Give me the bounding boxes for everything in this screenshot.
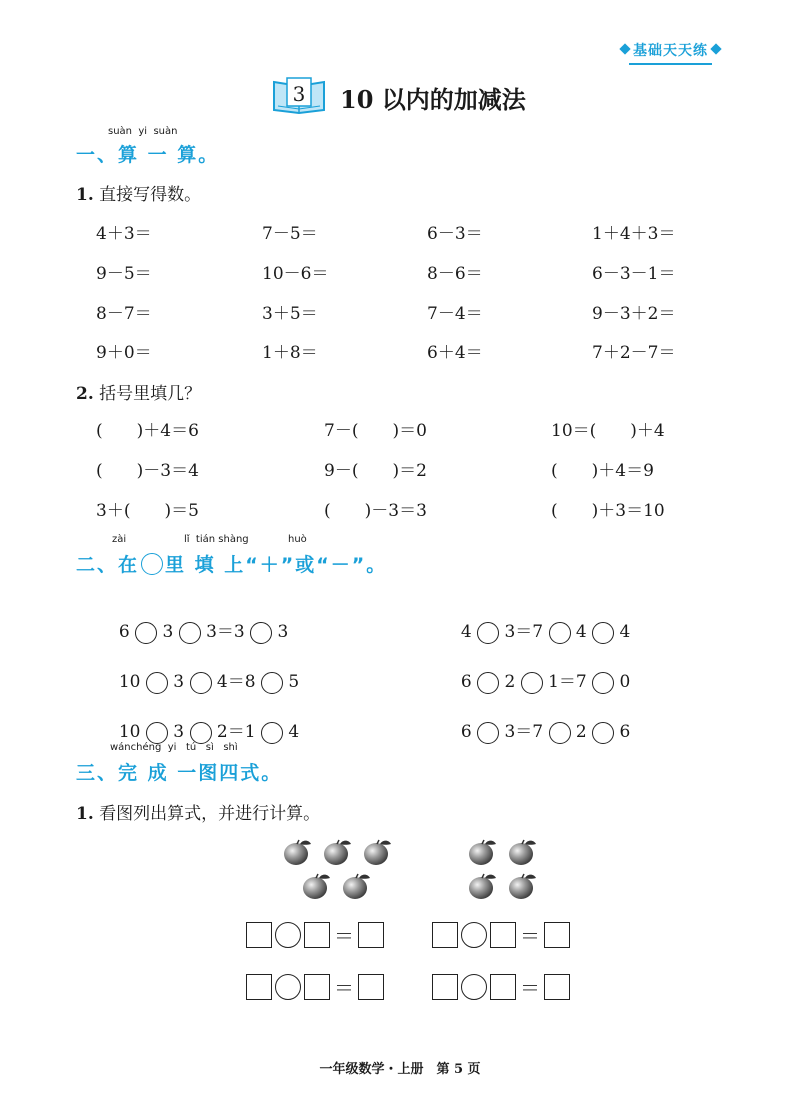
section1-heading: 一、算 一 算。 [76, 144, 220, 166]
circle-problem: 10 3 2＝1 4 [118, 722, 300, 742]
diamond-icon [619, 43, 630, 54]
circle-problem: 10 3 4＝8 5 [118, 672, 300, 692]
equation-template: ＝ [432, 972, 570, 1001]
fill-blank-problem[interactable]: ( )－3＝4 [96, 461, 199, 481]
fill-blank-problem[interactable]: ( )－3＝3 [324, 501, 427, 521]
lesson-number: 3 [292, 82, 306, 106]
answer-box[interactable] [358, 974, 384, 1000]
problem: 8－7＝ [96, 304, 152, 324]
fill-blank-problem[interactable]: 9－( )＝2 [324, 461, 427, 481]
answer-box[interactable] [432, 974, 458, 1000]
answer-box[interactable] [304, 922, 330, 948]
problem: 1＋4＋3＝ [592, 224, 676, 244]
circle-problem: 6 2 1＝7 0 [460, 672, 631, 692]
operator-circle[interactable] [179, 622, 201, 644]
answer-box[interactable] [304, 974, 330, 1000]
problem: 3＋5＝ [262, 304, 318, 324]
operator-circle[interactable] [549, 622, 571, 644]
page-footer: 一年级数学・上册 第 5 页 [319, 1062, 481, 1077]
operator-circle[interactable] [275, 974, 301, 1000]
problem: 9＋0＝ [96, 343, 152, 363]
problem: 9－3＋2＝ [592, 304, 676, 324]
operator-circle[interactable] [190, 672, 212, 694]
answer-box[interactable] [432, 922, 458, 948]
corner-label: 基础天天练 [617, 40, 724, 60]
circle-problem: 4 3＝7 4 4 [460, 622, 631, 642]
pinyin-2: lǐ tián shàng [184, 534, 249, 545]
lesson-title: 10 以内的加减法 [340, 85, 526, 114]
pinyin-2: huò [288, 534, 307, 545]
operator-circle[interactable] [190, 722, 212, 744]
fill-blank-problem[interactable]: 7－( )＝0 [324, 421, 427, 441]
fill-blank-problem[interactable]: ( )＋3＝10 [551, 501, 665, 521]
fill-blank-problem[interactable]: ( )＋4＝6 [96, 421, 199, 441]
operator-circle[interactable] [592, 622, 614, 644]
apple-icon [302, 872, 332, 900]
answer-box[interactable] [490, 922, 516, 948]
fill-blank-problem[interactable]: 10＝( )＋4 [551, 421, 665, 441]
answer-box[interactable] [358, 922, 384, 948]
pinyin-2: zài [112, 534, 127, 545]
operator-circle[interactable] [261, 722, 283, 744]
fill-blank-problem[interactable]: ( )＋4＝9 [551, 461, 654, 481]
circle-problem: 6 3 3＝3 3 [118, 622, 289, 642]
operator-circle[interactable] [261, 672, 283, 694]
problem: 6＋4＝ [427, 343, 483, 363]
apple-icon [283, 838, 313, 866]
pinyin-3: wánchéng yi tú sì shì [110, 742, 238, 753]
problem: 6－3－1＝ [592, 264, 676, 284]
circle-icon [141, 553, 163, 575]
apple-icon [508, 838, 538, 866]
diamond-icon [710, 43, 721, 54]
problem: 7－5＝ [262, 224, 318, 244]
section3-heading: 三、完 成 一图四式。 [76, 762, 283, 784]
problem: 7＋2－7＝ [592, 343, 676, 363]
operator-circle[interactable] [477, 722, 499, 744]
operator-circle[interactable] [549, 722, 571, 744]
problem: 8－6＝ [427, 264, 483, 284]
answer-box[interactable] [544, 974, 570, 1000]
operator-circle[interactable] [477, 672, 499, 694]
operator-circle[interactable] [135, 622, 157, 644]
corner-underline [629, 63, 712, 65]
pinyin-1: suàn yi suàn [108, 126, 178, 137]
q1-prompt: 1. 直接写得数。 [76, 185, 202, 205]
book-icon [272, 76, 326, 114]
problem: 4＋3＝ [96, 224, 152, 244]
answer-box[interactable] [544, 922, 570, 948]
answer-box[interactable] [490, 974, 516, 1000]
operator-circle[interactable] [592, 722, 614, 744]
circle-problem: 6 3＝7 2 6 [460, 722, 631, 742]
operator-circle[interactable] [275, 922, 301, 948]
answer-box[interactable] [246, 974, 272, 1000]
apple-icon [508, 872, 538, 900]
apple-icon [468, 838, 498, 866]
problem: 10－6＝ [262, 264, 329, 284]
operator-circle[interactable] [461, 974, 487, 1000]
operator-circle[interactable] [146, 672, 168, 694]
section2-heading: 二、在 里 填 上“＋”或“－”。 [76, 554, 388, 576]
q3-prompt: 1. 看图列出算式，并进行计算。 [76, 804, 321, 824]
operator-circle[interactable] [592, 672, 614, 694]
apple-icon [363, 838, 393, 866]
problem: 9－5＝ [96, 264, 152, 284]
problem: 1＋8＝ [262, 343, 318, 363]
fill-blank-problem[interactable]: 3＋( )＝5 [96, 501, 199, 521]
operator-circle[interactable] [477, 622, 499, 644]
apple-icon [342, 872, 372, 900]
answer-box[interactable] [246, 922, 272, 948]
problem: 7－4＝ [427, 304, 483, 324]
apple-icon [323, 838, 353, 866]
q2-prompt: 2. 括号里填几？ [76, 384, 202, 404]
problem: 6－3＝ [427, 224, 483, 244]
equation-template: ＝ [246, 972, 384, 1001]
equation-template: ＝ [246, 920, 384, 949]
operator-circle[interactable] [521, 672, 543, 694]
operator-circle[interactable] [146, 722, 168, 744]
operator-circle[interactable] [250, 622, 272, 644]
operator-circle[interactable] [461, 922, 487, 948]
apple-icon [468, 872, 498, 900]
equation-template: ＝ [432, 920, 570, 949]
